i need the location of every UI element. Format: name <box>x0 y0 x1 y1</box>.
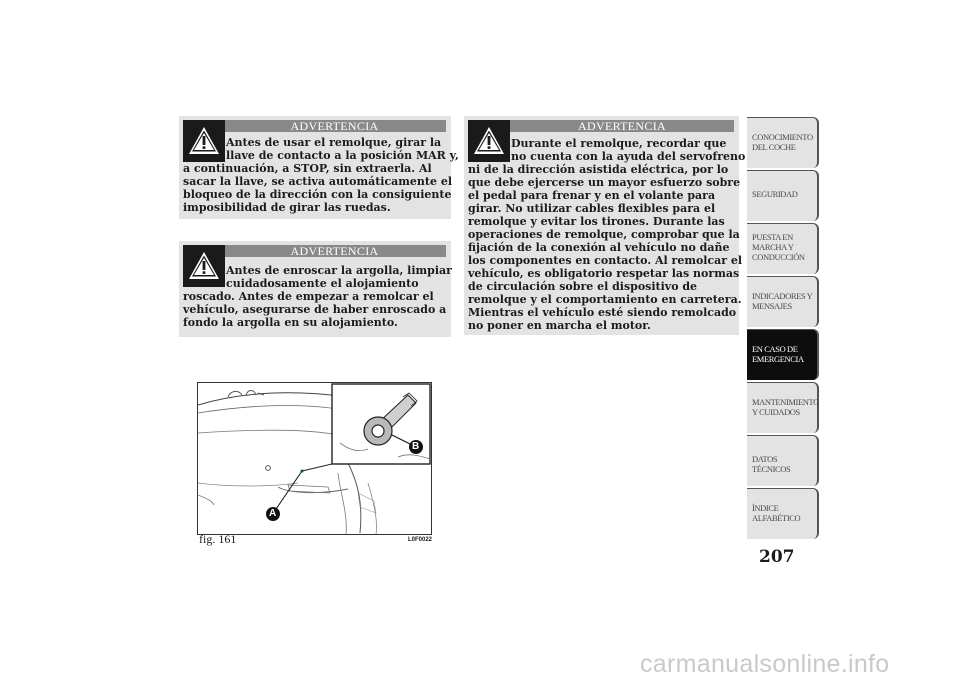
warning-line: roscado. Antes de empezar a remolcar el <box>183 290 434 303</box>
tab-label: ÍNDICE ALFABÉTICO <box>752 503 801 523</box>
warning-line: fijación de la conexión al vehículo no dañe <box>468 241 730 254</box>
tab-conocimiento-del-coche[interactable] <box>747 117 819 168</box>
warning-line: no poner en marcha el motor. <box>468 319 651 332</box>
warning-line: remolque y evitar los tirones. Durante las <box>468 215 725 228</box>
callout-b-label: B <box>412 441 420 452</box>
tab-label: DATOS TÉCNICOS <box>752 454 791 474</box>
warning-text <box>183 264 452 329</box>
tab-en-caso-de-emergencia[interactable] <box>747 329 819 380</box>
page-number: 207 <box>759 547 795 567</box>
tab-indicadores-y-mensajes[interactable] <box>747 276 819 327</box>
tab-indice-alfabetico[interactable] <box>747 488 819 539</box>
warning-line: cuidadosamente el alojamiento <box>226 277 419 290</box>
warning-heading: ADVERTENCIA <box>223 245 446 257</box>
warning-line: operaciones de remolque, comprobar que la <box>468 228 740 241</box>
warning-line: que debe ejercerse un mayor esfuerzo sobre <box>468 176 741 189</box>
warning-line: Antes de enroscar la argolla, limpiar <box>226 264 452 277</box>
tab-label: PUESTA EN MARCHA Y CONDUCCIÓN <box>752 232 805 262</box>
warning-line: Antes de usar el remolque, girar la <box>226 136 442 149</box>
warning-heading: ADVERTENCIA <box>223 120 446 132</box>
warning-line: bloqueo de la dirección con la consiguiente <box>183 188 452 201</box>
warning-line: imposibilidad de girar las ruedas. <box>183 201 391 214</box>
warning-box-3 <box>464 116 746 335</box>
watermark-text: carmanualsonline.info <box>640 650 890 678</box>
warning-line: no cuenta con la ayuda del servofreno <box>511 150 746 163</box>
tab-label: EN CASO DE EMERGENCIA <box>752 344 804 364</box>
warning-line: a continuación, a STOP, sin extraerla. Al <box>183 162 432 175</box>
warning-text <box>183 136 459 214</box>
warning-heading: ADVERTENCIA <box>510 120 734 132</box>
warning-box-1 <box>179 116 459 219</box>
figure-code: L0F0022 <box>408 537 433 543</box>
tab-mantenimiento-y-cuidados[interactable] <box>747 382 819 433</box>
warning-line: girar. No utilizar cables flexibles para el <box>468 202 716 215</box>
warning-line: de circulación sobre el dispositivo de <box>468 280 698 293</box>
car-rear-drawing <box>198 383 431 534</box>
warning-text <box>468 137 745 332</box>
tab-puesta-en-marcha[interactable] <box>747 223 819 274</box>
tab-label: SEGURIDAD <box>752 189 798 199</box>
tab-seguridad[interactable] <box>747 170 819 221</box>
warning-line: remolque y el comportamiento en carretera. <box>468 293 742 306</box>
warning-line: ni de la dirección asistida eléctrica, por lo <box>468 163 729 176</box>
warning-box-2 <box>179 241 451 337</box>
warning-line: el pedal para frenar y en el volante para <box>468 189 716 202</box>
warning-line: los componentes en contacto. Al remolcar el <box>468 254 743 267</box>
figure-caption: fig. 161 <box>199 532 237 546</box>
warning-line: Mientras el vehículo esté siendo remolcado <box>468 306 737 319</box>
tab-label: CONOCIMIENTO DEL COCHE <box>752 132 813 152</box>
tow-hook-illustration <box>197 382 432 535</box>
warning-line: llave de contacto a la posición MAR y, <box>226 149 459 162</box>
warning-line: vehículo, asegurarse de haber enroscado a <box>183 303 447 316</box>
warning-line: Durante el remolque, recordar que <box>511 137 727 150</box>
tab-label: INDICADORES Y MENSAJES <box>752 291 813 311</box>
warning-line: fondo la argolla en su alojamiento. <box>183 316 398 329</box>
tab-datos-tecnicos[interactable] <box>747 435 819 486</box>
tab-label: MANTENIMIENTO Y CUIDADOS <box>752 397 819 417</box>
warning-line: vehículo, es obligatorio respetar las normas <box>468 267 740 280</box>
callout-a-label: A <box>269 508 277 519</box>
warning-line: sacar la llave, se activa automáticamente el <box>183 175 453 188</box>
